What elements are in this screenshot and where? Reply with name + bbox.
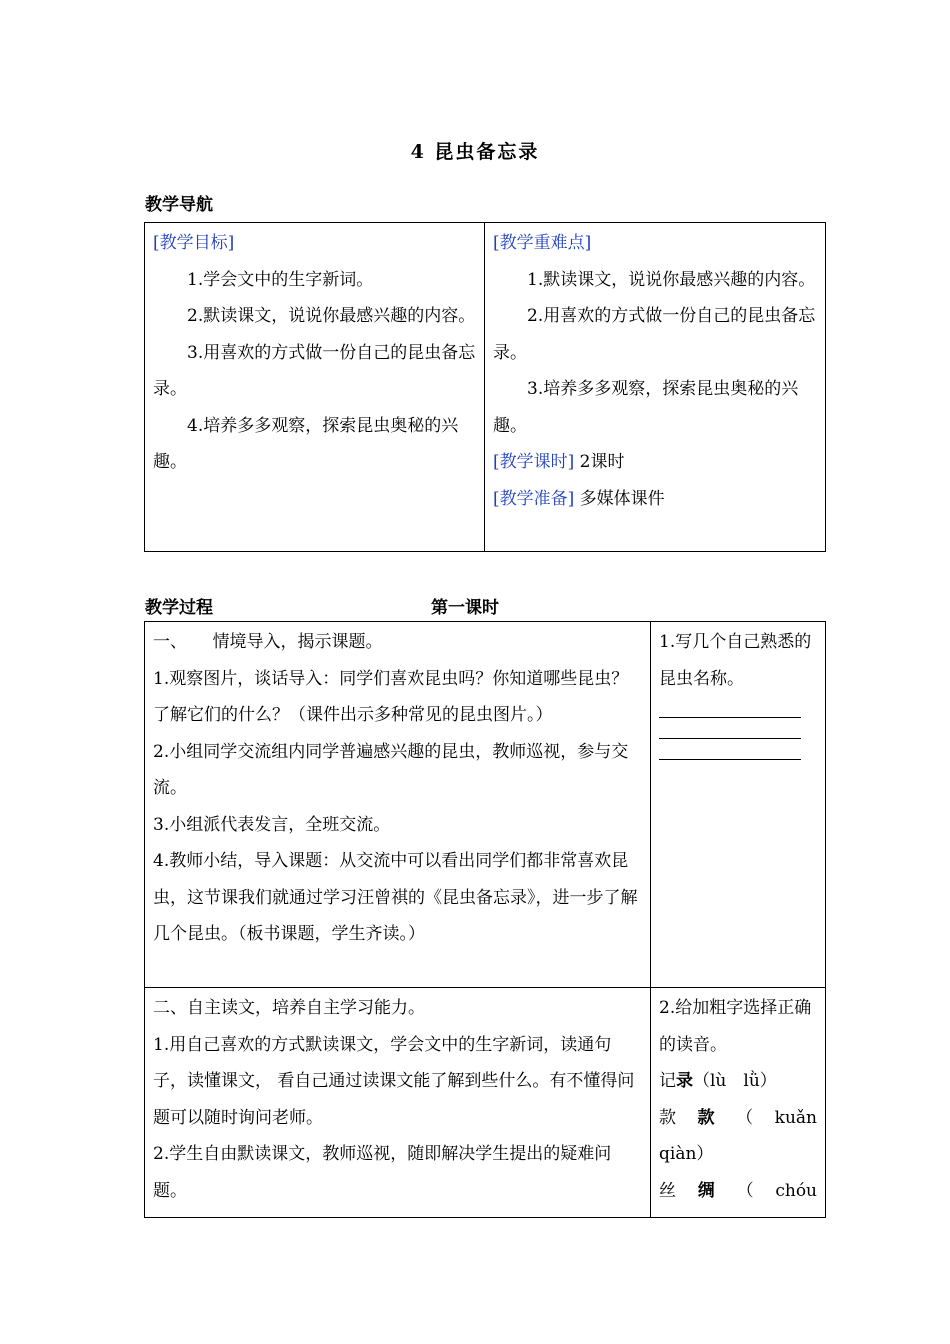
- key-point-item: 2.用喜欢的方式做一份自己的昆虫备忘录。: [493, 306, 816, 363]
- pinyin-paren: （: [736, 1107, 754, 1128]
- pinyin-item-continued: qiàn）: [659, 1144, 714, 1164]
- answer-blank-line: [659, 717, 801, 718]
- pinyin-item: [659, 1173, 817, 1210]
- key-points-cell: [485, 223, 826, 552]
- process-step: 3.小组派代表发言，全班交流。: [153, 814, 391, 835]
- process-main-cell: [145, 622, 651, 988]
- pinyin-bold-char: 绸: [697, 1180, 715, 1201]
- teaching-process-table: [144, 621, 826, 1218]
- pinyin-reading: kuǎn: [774, 1107, 817, 1128]
- exercise-cell: [651, 622, 826, 988]
- hours-value: 2课时: [574, 452, 625, 472]
- goals-label: [教学目标]: [153, 233, 235, 253]
- answer-blank-line: [659, 759, 801, 760]
- key-point-item: 3.培养多多观察，探索昆虫奥秘的兴趣。: [493, 379, 799, 436]
- process-step-heading: 一、 情境导入，揭示课题。: [153, 632, 383, 652]
- process-step: 1.观察图片，谈话导入：同学们喜欢昆虫吗？你知道哪些昆虫？了解它们的什么？（课件出示多种常见的昆虫图片。）: [153, 668, 629, 725]
- exercise-prompt: 2.给加粗字选择正确的读音。: [659, 998, 812, 1055]
- goal-item: 4.培养多多观察，探索昆虫奥秘的兴趣。: [153, 415, 459, 472]
- goals-cell: [145, 223, 485, 552]
- process-step: 1.用自己喜欢的方式默读课文，学会文中的生字新词，读通句子，读懂课文， 看自己通过读课文能了解到些什么。有不懂得问题可以随时询问老师。: [153, 1034, 635, 1128]
- pinyin-reading: （lù lǜ）: [693, 1071, 777, 1091]
- process-step: 4.教师小结，导入课题：从交流中可以看出同学们都非常喜欢昆虫，这节课我们就通过学习汪曾祺的《昆虫备忘录》，进一步了解几个昆虫。（板书课题，学生齐读。）: [153, 851, 638, 944]
- goal-item: 3.用喜欢的方式做一份自己的昆虫备忘录。: [153, 342, 476, 399]
- document-title: 4 昆虫备忘录: [410, 141, 540, 163]
- process-step-heading: 二、自主读文，培养自主学习能力。: [153, 998, 425, 1018]
- answer-blank-line: [659, 738, 801, 739]
- prep-label: [教学准备]: [493, 488, 575, 509]
- hours-label: [教学课时]: [493, 452, 575, 472]
- pinyin-item: [659, 1100, 817, 1137]
- prep-value: 多媒体课件: [574, 488, 665, 509]
- pinyin-bold-char: 款: [697, 1107, 715, 1128]
- nav-section-label: 教学导航: [145, 195, 213, 215]
- pinyin-reading: chóu: [775, 1180, 817, 1201]
- pinyin-item: [659, 1063, 817, 1100]
- exercise-cell: [651, 988, 826, 1218]
- pinyin-paren: （: [736, 1180, 754, 1201]
- lesson-label: 第一课时: [431, 598, 499, 618]
- pinyin-char: 丝: [659, 1180, 676, 1201]
- pinyin-char: 记: [659, 1071, 676, 1091]
- process-step: 2.学生自由默读课文，教师巡视，随即解决学生提出的疑难问题。: [153, 1144, 612, 1201]
- process-main-cell: [145, 988, 651, 1218]
- goal-item: 1.学会文中的生字新词。: [187, 269, 374, 290]
- pinyin-bold-char: 录: [676, 1071, 693, 1091]
- key-point-item: 1.默读课文，说说你最感兴趣的内容。: [527, 269, 816, 290]
- goal-item: 2.默读课文，说说你最感兴趣的内容。: [187, 306, 476, 326]
- prep-line: [493, 481, 817, 518]
- hours-line: [493, 444, 817, 481]
- teaching-nav-table: [144, 222, 826, 552]
- key-points-label: [教学重难点]: [493, 233, 592, 253]
- process-step: 2.小组同学交流组内同学普遍感兴趣的昆虫，教师巡视，参与交流。: [153, 741, 629, 798]
- exercise-prompt: 1.写几个自己熟悉的昆虫名称。: [659, 632, 812, 689]
- pinyin-char: 款: [659, 1107, 676, 1128]
- process-section-label: 教学过程: [145, 598, 213, 618]
